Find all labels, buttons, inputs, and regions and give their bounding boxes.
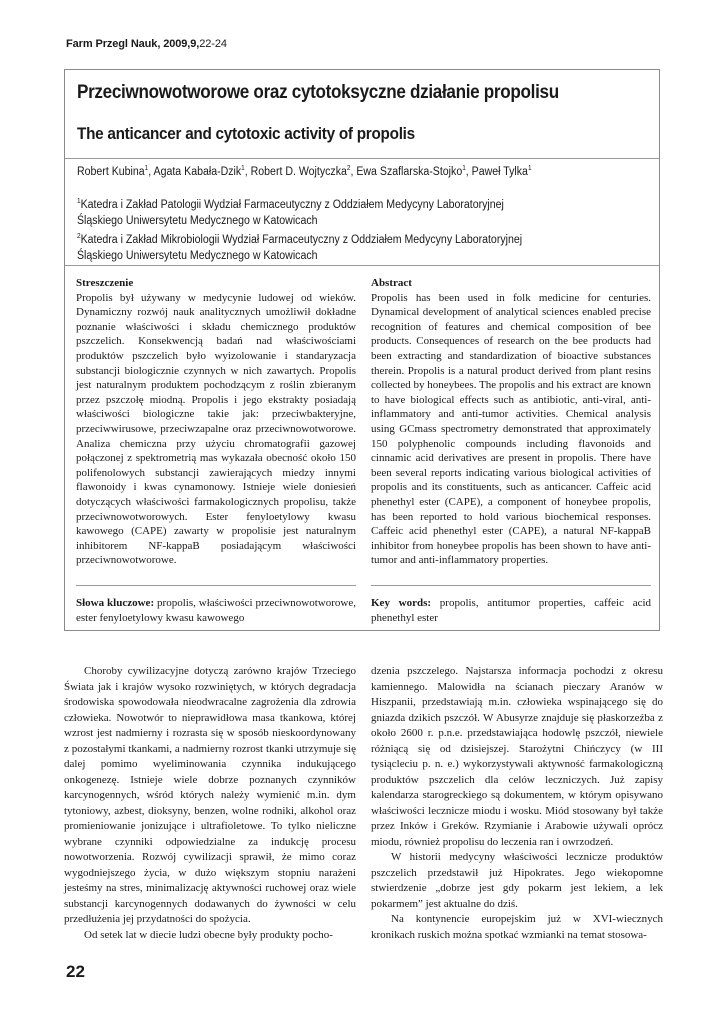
affiliation-2: $^2$Katedra i Zakład Mikrobiologii Wydział Farmaceutyczny z Oddziałem Medycyny Laboratoryjnej	[77, 232, 523, 246]
body-paragraph: Na kontynencie europejskim już w XVI-wiecznych kronikach ruskich można spotkać wzmianki na temat stosowa-	[371, 913, 663, 941]
journal-pages: 22-24	[199, 38, 227, 50]
body-paragraph: Choroby cywilizacyjne dotyczą zarówno krajów Trzeciego Świata jak i krajów wysoko rozwiniętych, w których degradacja środowiska spowodowała nieodwracalne zagrożenia dla zdrowia człowieka. Nowotwór to nieprawidłowa masa tkankowa, której wzrost jest nadmierny i rozrasta się w sposób nieskoordynowany z pozostałymi tkankami, a nadmierny rozrost tkanki utrzymuje się dalej pomimo wyeliminowania czynnika indukującego onkogenezę. Istnieje wiele dobrze poznanych czynników karcynogennych, wśród których należy wymienić m.in. dym tytoniowy, azbest, dioksyny, benzen, wolne rodniki, alkohol oraz promieniowanie jonizujące i ultrafioletowe. To tylko nieliczne wybrane czynniki odpowiedzialne za indukcję procesu nowotworzenia. Rozwój cywilizacji sprawił, że mimo coraz wygodniejszego życia, w dużo większym stopniu narażeni jesteśmy na stres, minimalizację aktywności ruchowej oraz wiele substancji karcynogennych dodawanych do żywności w celu przedłużenia jej przydatności do spożycia.	[64, 665, 356, 925]
keywords-divider-right	[371, 585, 651, 586]
keywords-english: Key words: propolis, antitumor properties, caffeic acid phenethyl ester	[371, 597, 652, 624]
author: Ewa Szaflarska-Stojko$^1$,	[356, 165, 472, 178]
body-column-left	[64, 664, 356, 943]
article-header-box	[64, 69, 660, 631]
abstract-polish	[76, 276, 356, 568]
abstract-polish-text: Propolis był używany w medycynie ludowej od wieków. Dynamiczny rozwój nauk analitycznych umożliwił dokładne poznanie właściwości i składu chemicznego produktów pszczelich. Konsekwencją badań nad właściwościami produktów pszczelich było wyizolowanie i standaryzacja substancji biologicznie czynnych w nich zawartych. Propolis jest naturalnym produktem pochodzącym z roślin zbieranym przez pszczołę miodną. Propolis i jego ekstrakty posiadają właściwości biologiczne takie jak: przeciwbakteryjne, przeciwwirusowe, przeciwzapalne oraz przeciwnowotworowe. Analiza chemiczna przy użyciu chromatografii gazowej połączonej z spektrometrią mas wykazała obecność około 150 polifenolowych substancji zawierających miedzy innymi flawonoidy i kwas cynamonowy. Istnieje wiele doniesień dotyczących właściwości farmakologicznych propolisu, także przeciwnowotworowych. Ester fenyloetylowy kwasu kawowego (CAPE) zawarty w propolisie jest naturalnym inhibitorem NF-kappaB posiadającym właściwości przeciwnowotworowe.	[76, 291, 356, 567]
body-paragraph: dzenia pszczelego. Najstarsza informacja pochodzi z okresu kamiennego. Malowidła na ścianach pieczary Aranów w Hiszpanii, przedstawiają m.in. człowieka wspinającego się do gniazda dzikich pszczół. W Abusyrze znajduje się płaskorzeźba z około 2600 r. p.n.e. przedstawiająca hodowlę pszczół, niewiele różniącą się od dzisiejszej. Starożytni Chińczycy (w III tysiącleciu p. n. e.) wykorzystywali aktywność farmakologiczną produktów pszczelich dla celów leczniczych. Już zapisy kalendarza starogreckiego są dokumentem, w którym opisywano właściwości lecznicze miodu i wosku. Miód stosowany był także przez Inków i Greków. Rzymianie i Arabowie używali oprócz miodu, również propolisu do leczenia ran i owrzodzeń.	[371, 665, 663, 848]
abstract-english-text: Propolis has been used in folk medicine for centuries. Dynamical development of analytical sciences enabled precise recognition of features and chemical composition of bee products. Consequences of research on the bee products had been extracting and standardization of bioactive substances therein. Propolis is a natural product derived from plant resins collected by honeybees. The propolis and his extract are known to have biological effects such as antibiotic, anti-viral, anti-inflammatory and anti-tumor activities. Chemical analysis using GCmass spectrometry demonstrated that approximately 150 polyphenolic compounds including flavonoids and cinnamic acid derivatives are present in propolis. There have been several reports indicating various biological activities of propolis and its constituents, such as anticancer. Caffeic acid phenethyl ester (CAPE), a component of honeybee propolis, has been reported to hold various biochemical responses. Caffeic acid phenethyl ester (CAPE), a natural NF-kappaB inhibitor from honeybee propolis has been shown to have anti-tumor and anti-inflammatory properties.	[371, 291, 651, 567]
title-divider	[65, 158, 659, 159]
keywords-divider-left	[76, 585, 356, 586]
keywords-polish: Słowa kluczowe: propolis, właściwości przeciwnowotworowe, ester fenyloetylowy kwasu kawowego	[76, 597, 356, 624]
abstract-divider	[65, 265, 659, 266]
affiliations	[77, 194, 629, 264]
author: Robert Kubina$^1$,	[77, 165, 154, 178]
title-polish: Przeciwnowotworowe oraz cytotoksyczne działanie propolisu	[77, 82, 559, 103]
affiliation-1-university: Śląskiego Uniwersytetu Medycznego w Katowicach	[77, 214, 318, 227]
body-paragraph: Od setek lat w diecie ludzi obecne były produkty pocho-	[84, 928, 333, 941]
body-column-right	[371, 664, 663, 943]
abstract-english	[371, 276, 651, 568]
abstract-polish-heading: Streszczenie	[76, 277, 134, 289]
author-list	[77, 165, 532, 178]
affiliation-2-university: Śląskiego Uniwersytetu Medycznego w Katowicach	[77, 249, 318, 262]
page-number: 22	[66, 962, 85, 981]
title-english: The anticancer and cytotoxic activity of propolis	[77, 124, 415, 143]
author: Agata Kabała-Dzik$^1$,	[153, 165, 251, 178]
affiliation-1: $^1$Katedra i Zakład Patologii Wydział Farmaceutyczny z Oddziałem Medycyny Laboratoryjnej	[77, 198, 504, 211]
body-paragraph: W historii medycyny właściwości lecznicze produktów pszczelich przedstawił już Hipokrates. Jego wiekopomne stwierdzenie „dobrze jest gdy pokarm jest lekiem, a lek pokarmem” jest aktualne do dziś.	[371, 851, 663, 910]
author: Paweł Tylka$^1$	[471, 165, 532, 178]
author: Robert D. Wojtyczka$^2$,	[250, 165, 357, 178]
journal-name: Farm Przegl Nauk, 2009,9,	[66, 38, 200, 50]
journal-citation	[66, 38, 227, 50]
abstract-english-heading: Abstract	[371, 277, 412, 289]
